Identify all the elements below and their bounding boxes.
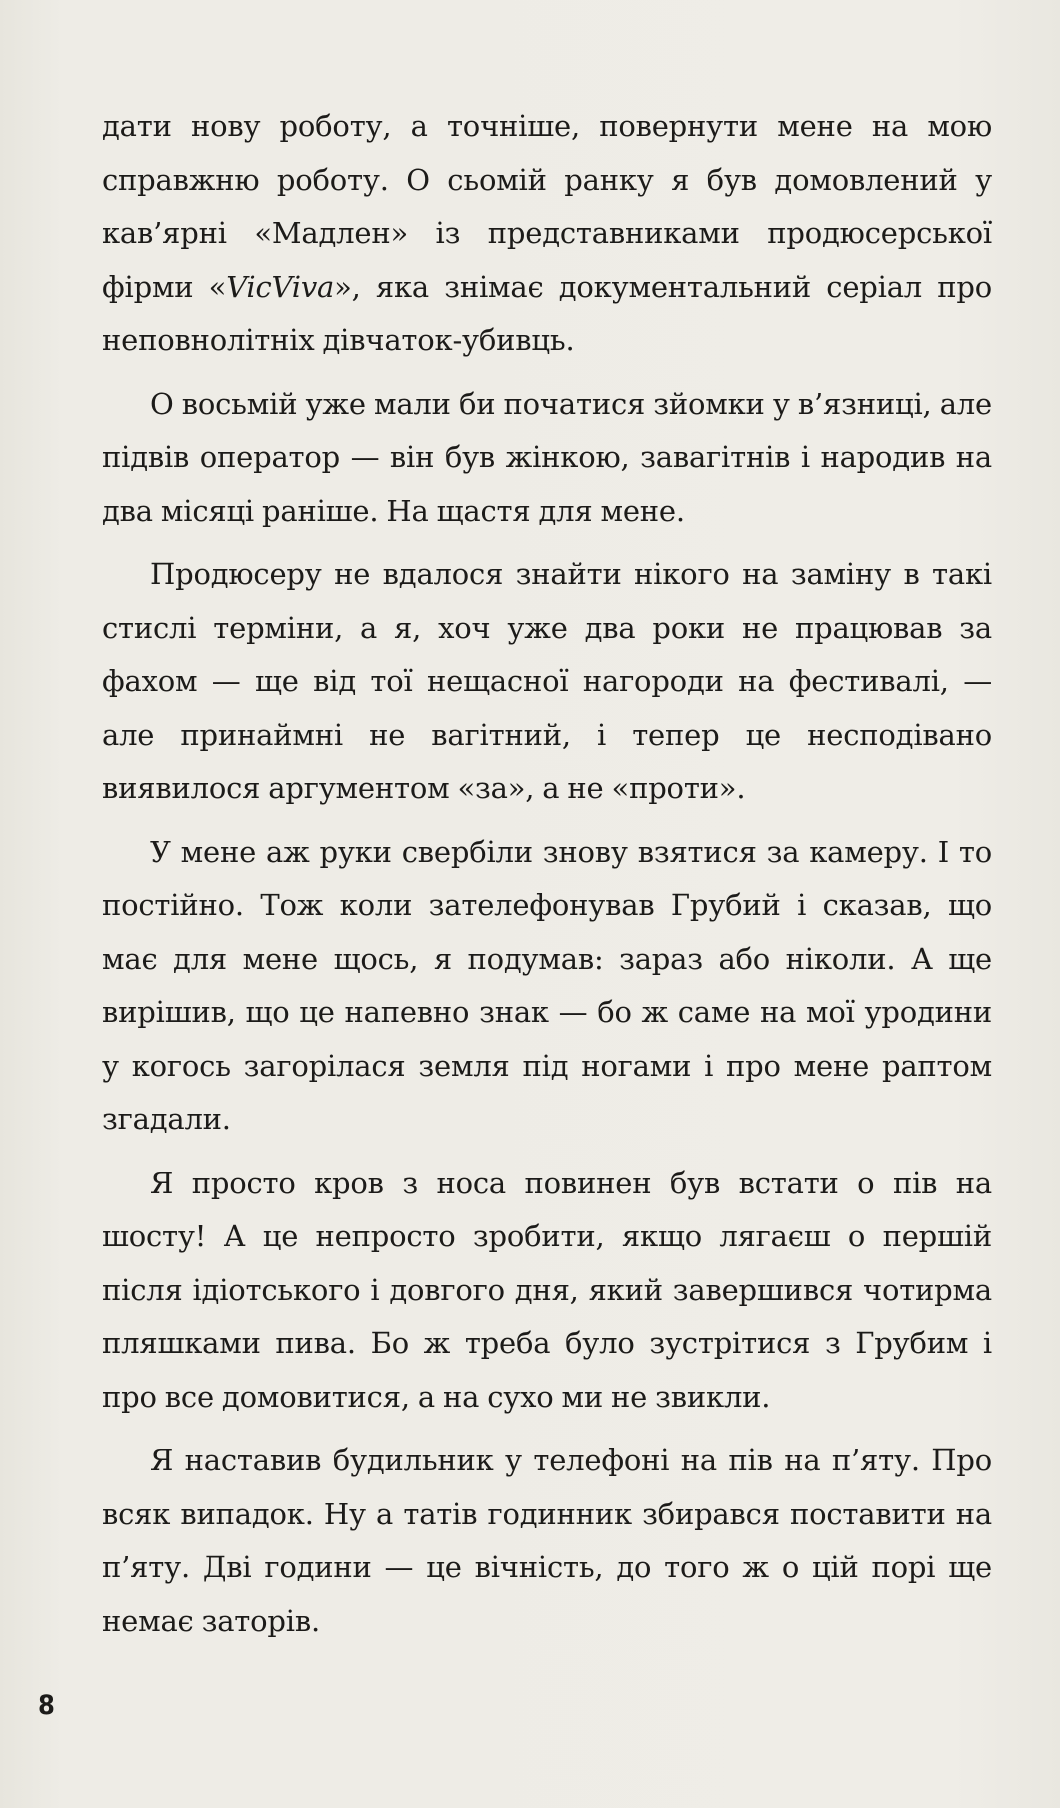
paragraph-3: Продюсеру не вдалося знайти нікого на заміну в такі стислі терміни, а я, хоч уже два роки не працював за фахом — ще від тої нещасної нагороди на фестивалі, — але принаймні не вагітний, і тепер це несподівано виявилося аргументом «за», а не «проти». [102, 557, 992, 805]
paragraph-6: Я наставив будильник у телефоні на пів на п’яту. Про всяк випадок. Ну а татів годинник збирався поставити на п’яту. Дві години — це вічність, до того ж о цій порі ще немає заторів. [102, 1443, 992, 1638]
paragraph-5: Я просто кров з носа повинен був встати о пів на шосту! А це непросто зробити, якщо лягаєш о першій після ідіотського і довгого дня, який завершився чотирма пляшками пива. Бо ж треба було зустрітися з Грубим і про все домовитися, а на сухо ми не звикли. [102, 1165, 992, 1414]
paragraph-1 [102, 100, 992, 368]
paragraph-4: У мене аж руки свербіли знову взятися за камеру. І то постійно. Тож коли зателефонував Грубий і сказав, що має для мене щось, я подумав: зараз або ніколи. А ще вирішив, що це напевно знак — бо ж саме на мої уродини у когось загорілася земля під ногами і про мене раптом згадали. [102, 834, 992, 1136]
body-text [102, 100, 992, 1658]
paragraph-1-part-1: дати нову роботу, а точніше, повернути мене на мою справжню роботу. О сьомій ранку я був домовлений у кав’ярні «Мадлен» із представниками продюсерської фірми « [102, 109, 992, 304]
page-number: 8 [38, 1690, 55, 1721]
paragraph-2: О восьмій уже мали би початися зйомки у в’язниці, але підвів оператор — він був жінкою, завагітнів і народив на два місяці раніше. На щастя для мене. [102, 386, 992, 528]
paragraph-1-part-3: », яка знімає документальний серіал про неповнолітніх дівчаток-убивць. [102, 269, 992, 357]
paragraph-1-company-name: VicViva [226, 269, 335, 304]
